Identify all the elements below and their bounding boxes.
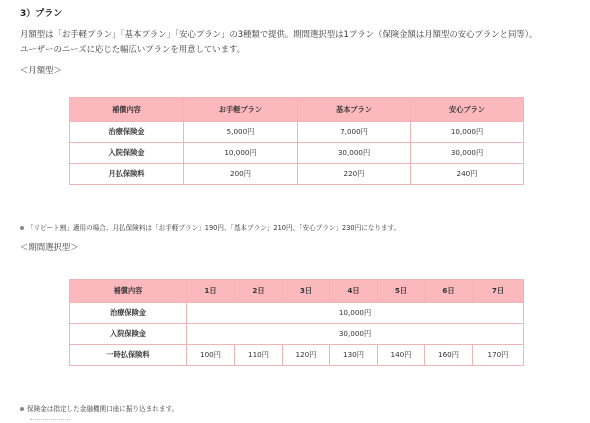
table-cell: 240円 bbox=[411, 164, 524, 185]
table-cell: 10,000円 bbox=[184, 143, 298, 164]
column-header: お手軽プラン bbox=[184, 98, 298, 122]
bullet-icon bbox=[20, 226, 24, 230]
divider bbox=[30, 419, 70, 422]
table-header-row bbox=[70, 280, 524, 303]
table-cell: 30,000円 bbox=[411, 143, 524, 164]
period-heading: ＜期間選択型＞ bbox=[20, 242, 79, 252]
table-row bbox=[70, 143, 524, 164]
bullet-icon bbox=[20, 407, 24, 411]
column-header: 6日 bbox=[425, 280, 473, 303]
period-note bbox=[20, 403, 178, 413]
monthly-note-text: 「リピート割」適用の場合、月払保険料は「お手軽プラン」190円、「基本プラン」210円、「安心プラン」230円になります。 bbox=[27, 224, 401, 232]
row-label: 治療保険金 bbox=[70, 122, 184, 143]
table-cell: 160円 bbox=[425, 345, 473, 366]
table-cell: 170円 bbox=[473, 345, 524, 366]
intro-line-2: ユーザーのニーズに応じた幅広いプランを用意しています。 bbox=[20, 44, 246, 54]
table-cell: 140円 bbox=[378, 345, 425, 366]
table-cell: 10,000円 bbox=[411, 122, 524, 143]
table-cell: 110円 bbox=[235, 345, 283, 366]
table-row bbox=[70, 164, 524, 185]
table-cell: 30,000円 bbox=[298, 143, 411, 164]
monthly-note bbox=[20, 222, 400, 232]
row-label: 一時払保険料 bbox=[70, 345, 187, 366]
row-label: 月払保険料 bbox=[70, 164, 184, 185]
column-header: 5日 bbox=[378, 280, 425, 303]
period-note-text: 保険金は指定した金融機関口座に振り込まれます。 bbox=[27, 405, 179, 413]
table-cell: 100円 bbox=[187, 345, 235, 366]
monthly-heading: ＜月額型＞ bbox=[20, 65, 62, 75]
table-cell: 130円 bbox=[330, 345, 378, 366]
column-header: 補償内容 bbox=[70, 98, 184, 122]
table-cell: 200円 bbox=[184, 164, 298, 185]
column-header: 安心プラン bbox=[411, 98, 524, 122]
table-cell: 30,000円 bbox=[187, 324, 524, 345]
column-header: 補償内容 bbox=[70, 280, 187, 303]
row-label: 入院保険金 bbox=[70, 324, 187, 345]
column-header: 4日 bbox=[330, 280, 378, 303]
column-header: 7日 bbox=[473, 280, 524, 303]
table-row bbox=[70, 345, 524, 366]
row-label: 治療保険金 bbox=[70, 303, 187, 324]
column-header: 基本プラン bbox=[298, 98, 411, 122]
table-header-row bbox=[70, 98, 524, 122]
period-plan-table bbox=[69, 279, 524, 366]
intro-line-1: 月額型は「お手軽プラン」「基本プラン」「安心プラン」の3種類で提供。期間選択型は1プラン（保険金額は月額型の安心プランと同等）。 bbox=[20, 29, 538, 39]
table-row bbox=[70, 303, 524, 324]
table-row bbox=[70, 324, 524, 345]
section-title: 3）プラン bbox=[20, 9, 63, 19]
intro-text bbox=[20, 27, 585, 57]
table-cell: 10,000円 bbox=[187, 303, 524, 324]
column-header: 1日 bbox=[187, 280, 235, 303]
monthly-plan-table bbox=[69, 97, 524, 185]
row-label: 入院保険金 bbox=[70, 143, 184, 164]
table-cell: 220円 bbox=[298, 164, 411, 185]
column-header: 3日 bbox=[283, 280, 330, 303]
table-row bbox=[70, 122, 524, 143]
column-header: 2日 bbox=[235, 280, 283, 303]
table-cell: 120円 bbox=[283, 345, 330, 366]
table-cell: 7,000円 bbox=[298, 122, 411, 143]
table-cell: 5,000円 bbox=[184, 122, 298, 143]
